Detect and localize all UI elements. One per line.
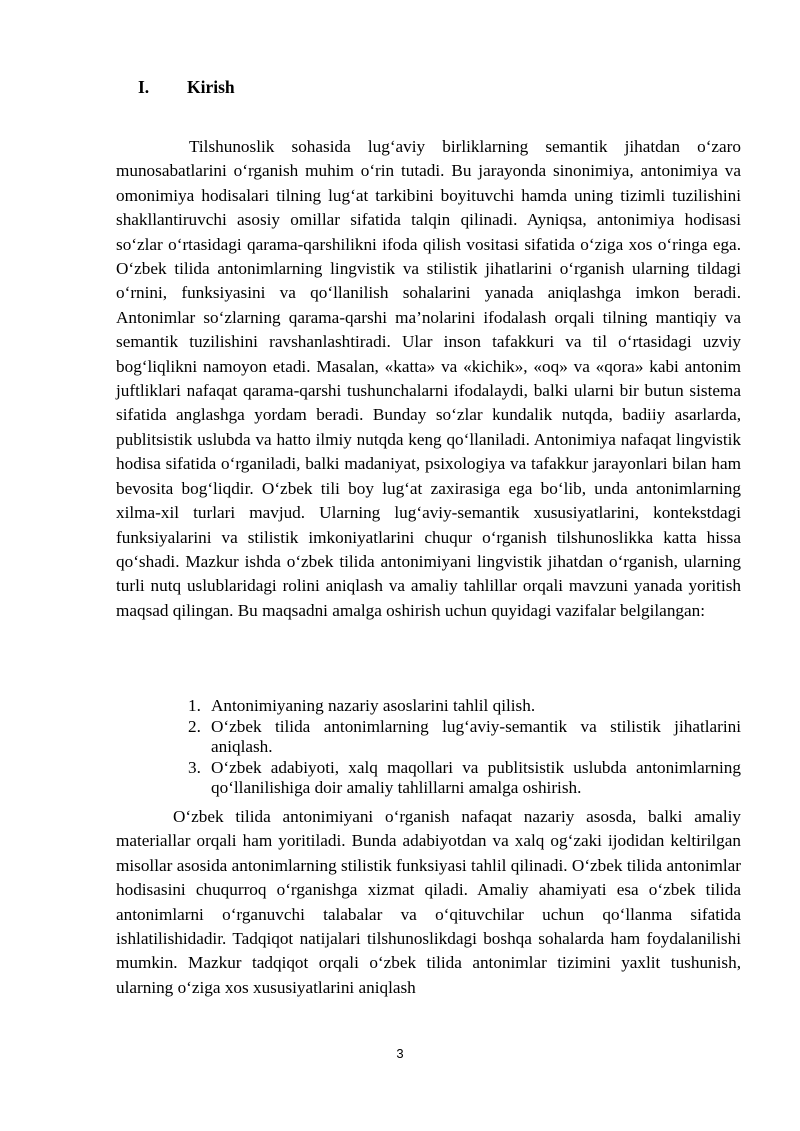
page-number: 3 [396,1046,404,1061]
intro-paragraph: Tilshunoslik sohasida lug‘aviy birliklarning semantik jihatdan o‘zaro munosabatlarini o‘rganish muhim o‘rin tutadi. Bu jarayonda sinonimiya, antonimiya va omonimiya hodisalari tilning lug‘at tarkibini boyituvchi hamda uning tizimli tuzilishini shakllantiruvchi asosiy omillar sifatida talqin qilinadi. Ayniqsa, antonimiya hodisasi so‘zlar o‘rtasidagi qarama-qarshilikni ifoda qilish vositasi sifatida o‘ziga xos o‘ringa ega. O‘zbek tilida antonimlarning lingvistik va stilistik jihatlarini o‘rganish ularning tildagi o‘rnini, funksiyasini va qo‘llanilish sohalarini yanada aniqlashga imkon beradi. Antonimlar so‘zlarning qarama-qarshi ma’nolarini ifodalash orqali tilning mantiqiy va semantik tuzilishini ravshanlashtiradi. Ular inson tafakkuri va til o‘rtasidagi uzviy bog‘liqlikni namoyon etadi. Masalan, «katta» va «kichik», «oq» va «qora» kabi antonim juftliklari nafaqat qarama-qarshi tushunchalarni ifodalaydi, balki ularni bir butun sistema sifatida anglashga yordam beradi. Bunday so‘zlar kundalik nutqda, badiiy asarlarda, publitsistik uslubda va hatto ilmiy nutqda keng qo‘llaniladi. Antonimiya nafaqat lingvistik hodisa sifatida o‘rganiladi, balki madaniyat, psixologiya va tafakkur jarayonlari bilan ham bevosita bog‘liqdir. O‘zbek tili boy lug‘at zaxirasiga ega bo‘lib, unda antonimlarning xilma-xil turlari mavjud. Ularning lug‘aviy-semantik xususiyatlarini, kontekstdagi funksiyalarini va stilistik imkoniyatlarini chuqur o‘rganish tilshunoslikka katta hissa qo‘shadi. Mazkur ishda o‘zbek tilida antonimiyani lingvistik jihatdan o‘rganish, ularning turli nutq uslublaridagi rolini aniqlash va amaliy tahlillar orqali mavzuni yanada yoritish maqsad qilingan. Bu maqsadni amalga oshirish uchun quyidagi vazifalar belgilangan: [116,137,741,620]
task-number: 2. [188,716,201,736]
practical-paragraph: O‘zbek tilida antonimiyani o‘rganish nafaqat nazariy asosda, balki amaliy materiallar orqali ham yoritiladi. Bunda adabiyotdan va xalq og‘zaki ijodidan keltirilgan misollar asosida antonimlarning stilistik funksiyasi tahlil qilinadi. O‘zbek tilida antonimlar hodisasini chuqurroq o‘rganishga xizmat qiladi. Amaliy ahamiyati esa o‘zbek tilida antonimlarni o‘rganuvchi talabalar va o‘qituvchilar uchun qo‘llanma sifatida ishlatilishidadir. Tadqiqot natijalari tilshunoslikdagi boshqa sohalarda ham foydalanilishi mumkin. Mazkur tadqiqot orqali o‘zbek tilida antonimlar tizimini yaxlit tushunish, ularning o‘ziga xos xususiyatlarini aniqlash [116,807,741,997]
section-heading [138,75,235,99]
task-number: 3. [188,757,201,777]
task-item [174,696,741,717]
task-text: O‘zbek tilida antonimlarning lug‘aviy-semantik va stilistik jihatlarini aniqlash. [211,716,741,756]
task-text: O‘zbek adabiyoti, xalq maqollari va publitsistik uslubda antonimlarning qo‘llanilishiga doir amaliy tahlillarni amalga oshirish. [211,757,741,797]
section-number: I. [138,77,150,97]
task-number: 1. [188,696,201,715]
section-title: Kirish [187,77,235,97]
task-item [174,717,741,758]
task-item [174,758,741,799]
task-list [174,696,741,799]
task-text: Antonimiyaning nazariy asoslarini tahlil qilish. [211,696,536,715]
